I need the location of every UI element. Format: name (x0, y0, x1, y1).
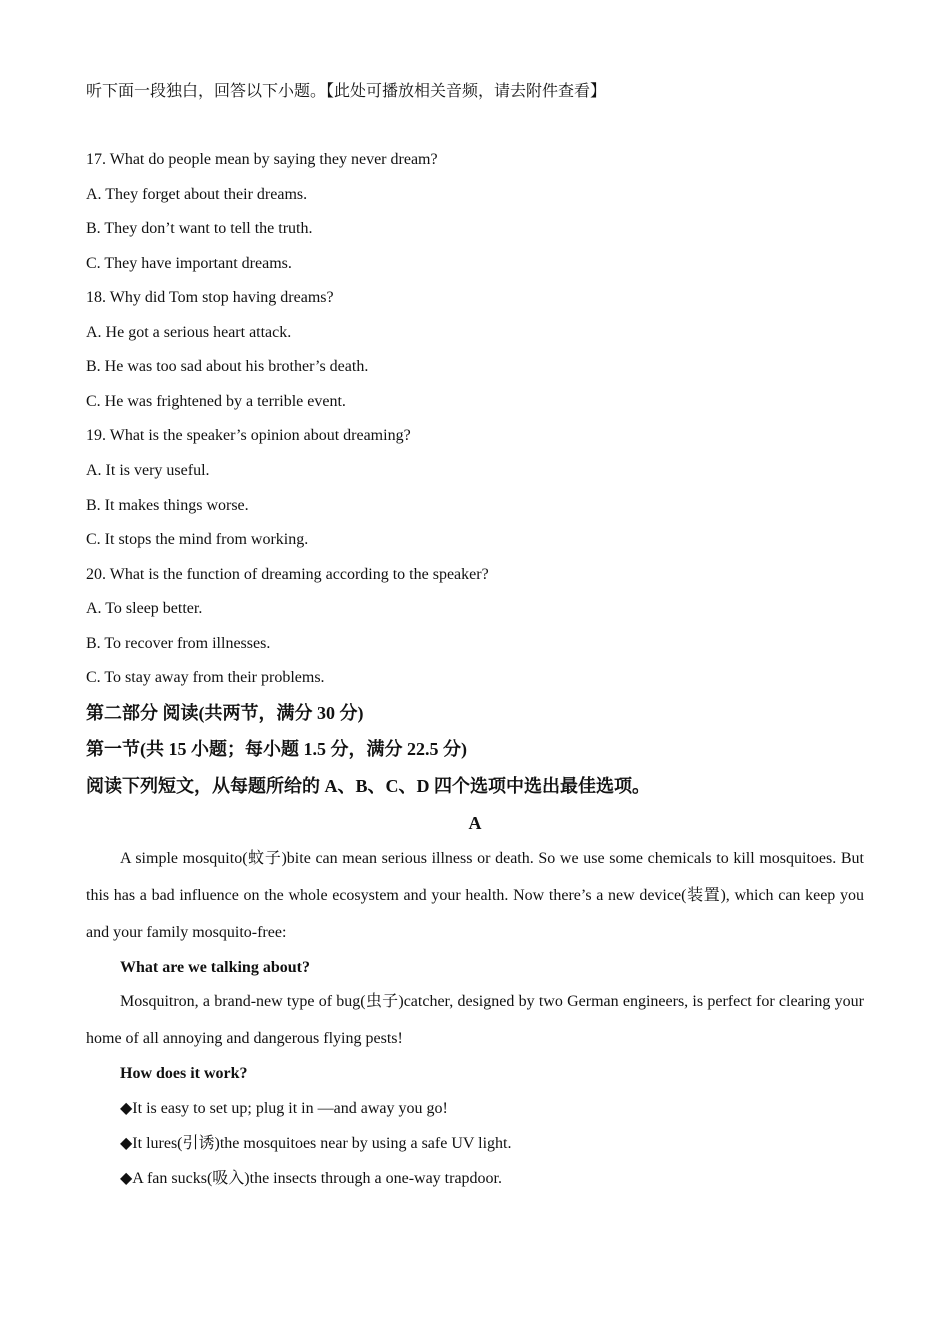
question-17-option-a: A. They forget about their dreams. (86, 186, 308, 203)
question-17-option-c: C. They have important dreams. (86, 255, 292, 272)
passage-bullet-3: ◆A fan sucks(吸入)the insects through a one-way trapdoor. (120, 1170, 502, 1187)
question-20-option-a: A. To sleep better. (86, 600, 203, 617)
question-17-option-b: B. They don’t want to tell the truth. (86, 220, 313, 237)
question-20-option-b: B. To recover from illnesses. (86, 635, 271, 652)
question-18-option-a: A. He got a serious heart attack. (86, 324, 292, 341)
passage-paragraph-2: Mosquitron, a brand-new type of bug(虫子)catcher, designed by two German engineers, is perfect for clearing your home of all annoying and dangerous flying pests! (86, 993, 864, 1047)
question-19-option-c: C. It stops the mind from working. (86, 531, 309, 548)
question-20-stem: 20. What is the function of dreaming according to the speaker? (86, 566, 489, 583)
passage-title: A (468, 813, 482, 833)
question-20-option-c: C. To stay away from their problems. (86, 669, 325, 686)
reading-instruction: 阅读下列短文，从每题所给的 A、B、C、D 四个选项中选出最佳选项。 (86, 776, 650, 796)
question-19-option-a: A. It is very useful. (86, 462, 210, 479)
passage-subheading-1: What are we talking about? (120, 959, 310, 976)
reading-section-heading: 第一节(共 15 小题；每小题 1.5 分，满分 22.5 分) (86, 739, 467, 759)
passage-subheading-2: How does it work? (120, 1065, 248, 1082)
question-17-stem: 17. What do people mean by saying they never dream? (86, 151, 438, 168)
question-18-stem: 18. Why did Tom stop having dreams? (86, 289, 334, 306)
reading-part-heading: 第二部分 阅读(共两节，满分 30 分) (86, 703, 364, 723)
question-18-option-c: C. He was frightened by a terrible event. (86, 393, 346, 410)
question-19-stem: 19. What is the speaker’s opinion about dreaming? (86, 427, 411, 444)
passage-bullet-1: ◆It is easy to set up; plug it in —and away you go! (120, 1100, 448, 1117)
question-18-option-b: B. He was too sad about his brother’s death. (86, 358, 369, 375)
passage-paragraph-1: A simple mosquito(蚊子)bite can mean serious illness or death. So we use some chemicals to kill mosquitoes. But this has a bad influence on the whole ecosystem and your health. Now there’s a new device(装置), which can keep you and your family mosquito-free: (86, 850, 864, 941)
listening-intro: 听下面一段独白，回答以下小题。【此处可播放相关音频，请去附件查看】 (86, 83, 607, 100)
question-19-option-b: B. It makes things worse. (86, 497, 249, 514)
passage-bullet-2: ◆It lures(引诱)the mosquitoes near by using a safe UV light. (120, 1135, 512, 1152)
